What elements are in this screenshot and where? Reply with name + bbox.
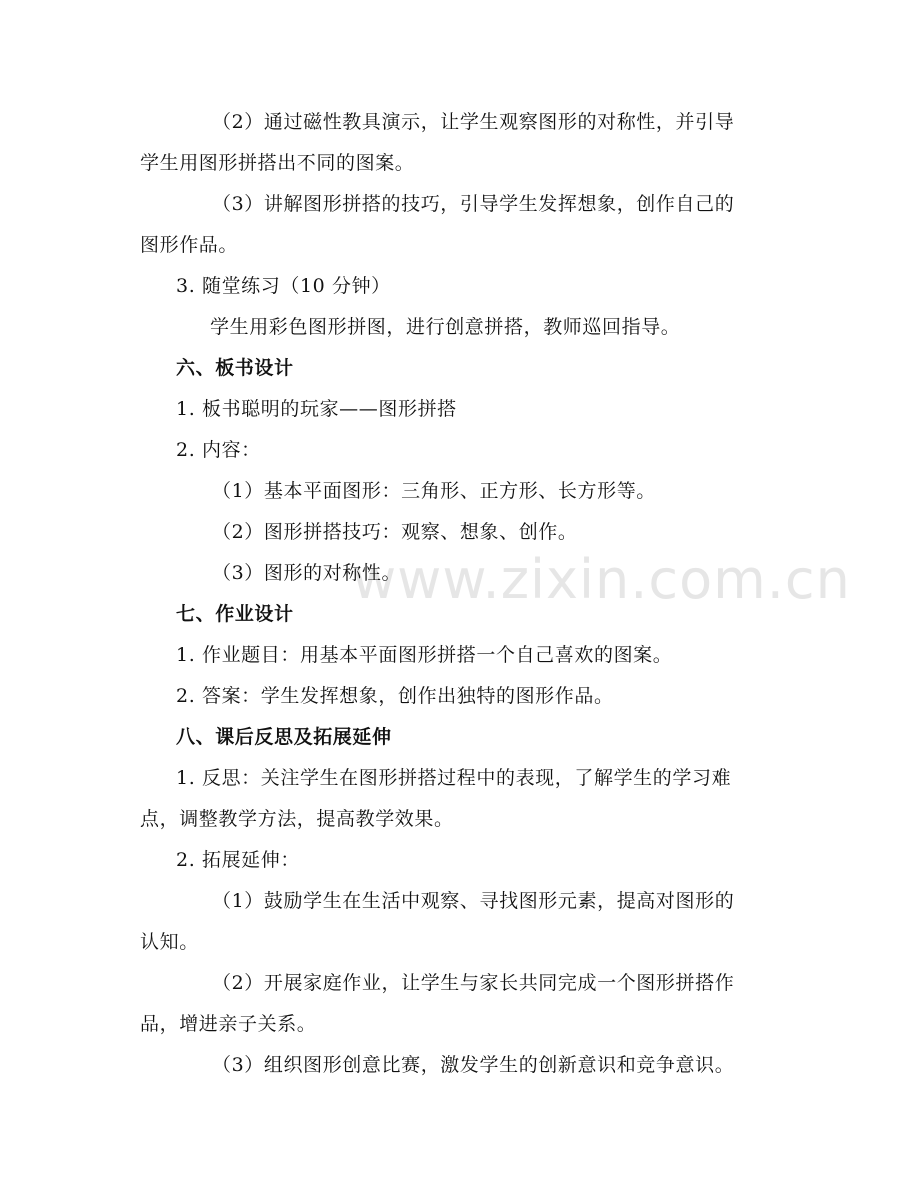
sub-list-item: （2）开展家庭作业，让学生与家长共同完成一个图形拼搭作 bbox=[212, 972, 735, 994]
paragraph-line: （3）讲解图形拼搭的技巧，引导学生发挥想象，创作自己的 bbox=[212, 193, 735, 215]
list-item: 1. 板书聪明的玩家——图形拼搭 bbox=[176, 398, 457, 420]
sub-list-item: （1）基本平面图形：三角形、正方形、长方形等。 bbox=[212, 480, 656, 502]
list-item: 1. 反思：关注学生在图形拼搭过程中的表现，了解学生的学习难 bbox=[176, 767, 732, 789]
list-item: 1. 作业题目：用基本平面图形拼搭一个自己喜欢的图案。 bbox=[176, 644, 673, 666]
sub-list-item: （1）鼓励学生在生活中观察、寻找图形元素，提高对图形的 bbox=[212, 890, 735, 912]
section-heading: 六、板书设计 bbox=[176, 357, 294, 379]
list-item: 2. 答案：学生发挥想象，创作出独特的图形作品。 bbox=[176, 685, 614, 707]
paragraph-line: 品，增进亲子关系。 bbox=[140, 1013, 317, 1035]
paragraph-line: （2）通过磁性教具演示，让学生观察图形的对称性，并引导 bbox=[212, 111, 735, 133]
list-item: 2. 内容： bbox=[176, 439, 261, 461]
watermark: www.zixin.com.cn bbox=[352, 548, 851, 611]
sub-list-item: （3）组织图形创意比赛，激发学生的创新意识和竞争意识。 bbox=[212, 1054, 735, 1076]
sub-list-item: （2）图形拼搭技巧：观察、想象、创作。 bbox=[212, 521, 578, 543]
paragraph-line: 学生用彩色图形拼图，进行创意拼搭，教师巡回指导。 bbox=[210, 316, 681, 338]
section-heading: 八、课后反思及拓展延伸 bbox=[176, 726, 392, 748]
sub-list-item: （3）图形的对称性。 bbox=[212, 562, 402, 584]
list-item: 3. 随堂练习（10 分钟） bbox=[176, 275, 391, 297]
section-heading: 七、作业设计 bbox=[176, 603, 294, 625]
paragraph-line: 图形作品。 bbox=[140, 234, 239, 256]
paragraph-line: 点，调整教学方法，提高教学效果。 bbox=[140, 808, 454, 830]
list-item: 2. 拓展延伸： bbox=[176, 849, 300, 871]
paragraph-line: 认知。 bbox=[140, 931, 199, 953]
paragraph-line: 学生用图形拼搭出不同的图案。 bbox=[140, 152, 415, 174]
